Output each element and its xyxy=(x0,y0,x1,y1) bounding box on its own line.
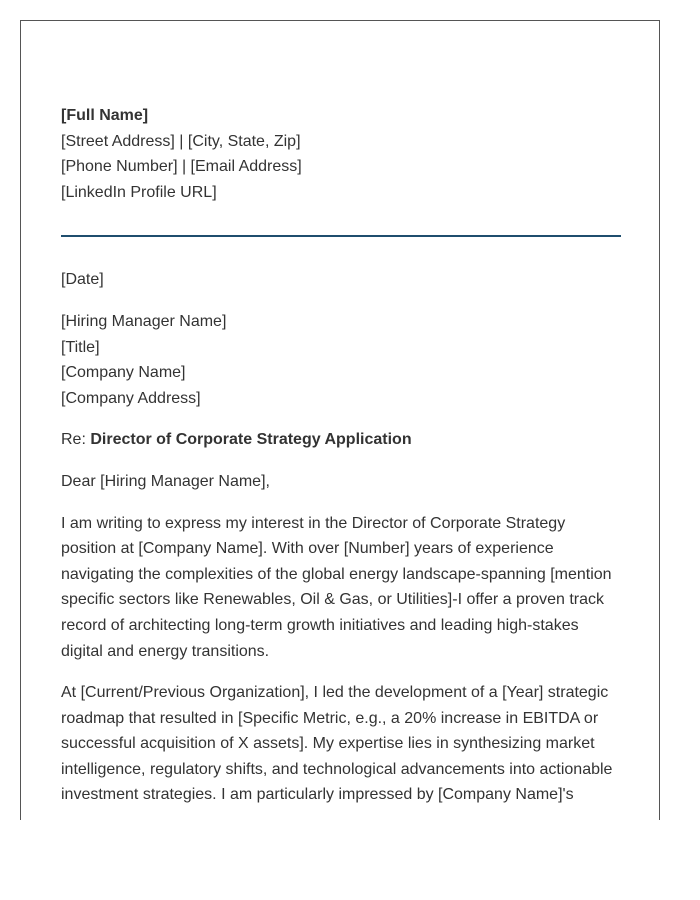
recipient-company: [Company Name] xyxy=(61,364,186,382)
letter-content xyxy=(61,103,621,820)
subject-line xyxy=(61,427,621,453)
sender-full-name: [Full Name] xyxy=(61,107,149,124)
recipient-title: [Title] xyxy=(61,338,100,356)
letter-date: [Date] xyxy=(61,271,104,289)
letter-page xyxy=(20,20,660,820)
salutation: Dear [Hiring Manager Name], xyxy=(61,472,270,490)
recipient-name: [Hiring Manager Name] xyxy=(61,312,227,330)
sender-header xyxy=(61,103,621,205)
sender-address: [Street Address] | [City, State, Zip] xyxy=(61,132,301,150)
sender-contact: [Phone Number] | [Email Address] xyxy=(61,158,302,176)
subject-prefix: Re: xyxy=(61,431,86,449)
subject-text: Director of Corporate Strategy Application xyxy=(90,431,412,449)
body-paragraph-2: At [Current/Previous Organization], I led the development of a [Year] strategic roadmap that resulted in [Specific Metric, e.g., a 20% increase in EBITDA or successful acquisition of X assets]. My expertise lies in synthesizing market intelligence, regulatory shifts, and technological advancements into actionable investment strategies. I am particularly impressed by [Company Name]'s xyxy=(61,684,613,804)
header-divider xyxy=(61,235,621,237)
recipient-block xyxy=(61,309,621,411)
body-paragraph-1: I am writing to express my interest in the Director of Corporate Strategy position at [Company Name]. With over [Number] years of experience navigating the complexities of the global energy landscape-spanning [mention specific sectors like Renewables, Oil & Gas, or Utilities]-I offer a proven track record of architecting long-term growth initiatives and leading high-stakes digital and energy transitions. xyxy=(61,514,612,660)
recipient-address: [Company Address] xyxy=(61,389,201,407)
sender-linkedin: [LinkedIn Profile URL] xyxy=(61,183,217,201)
